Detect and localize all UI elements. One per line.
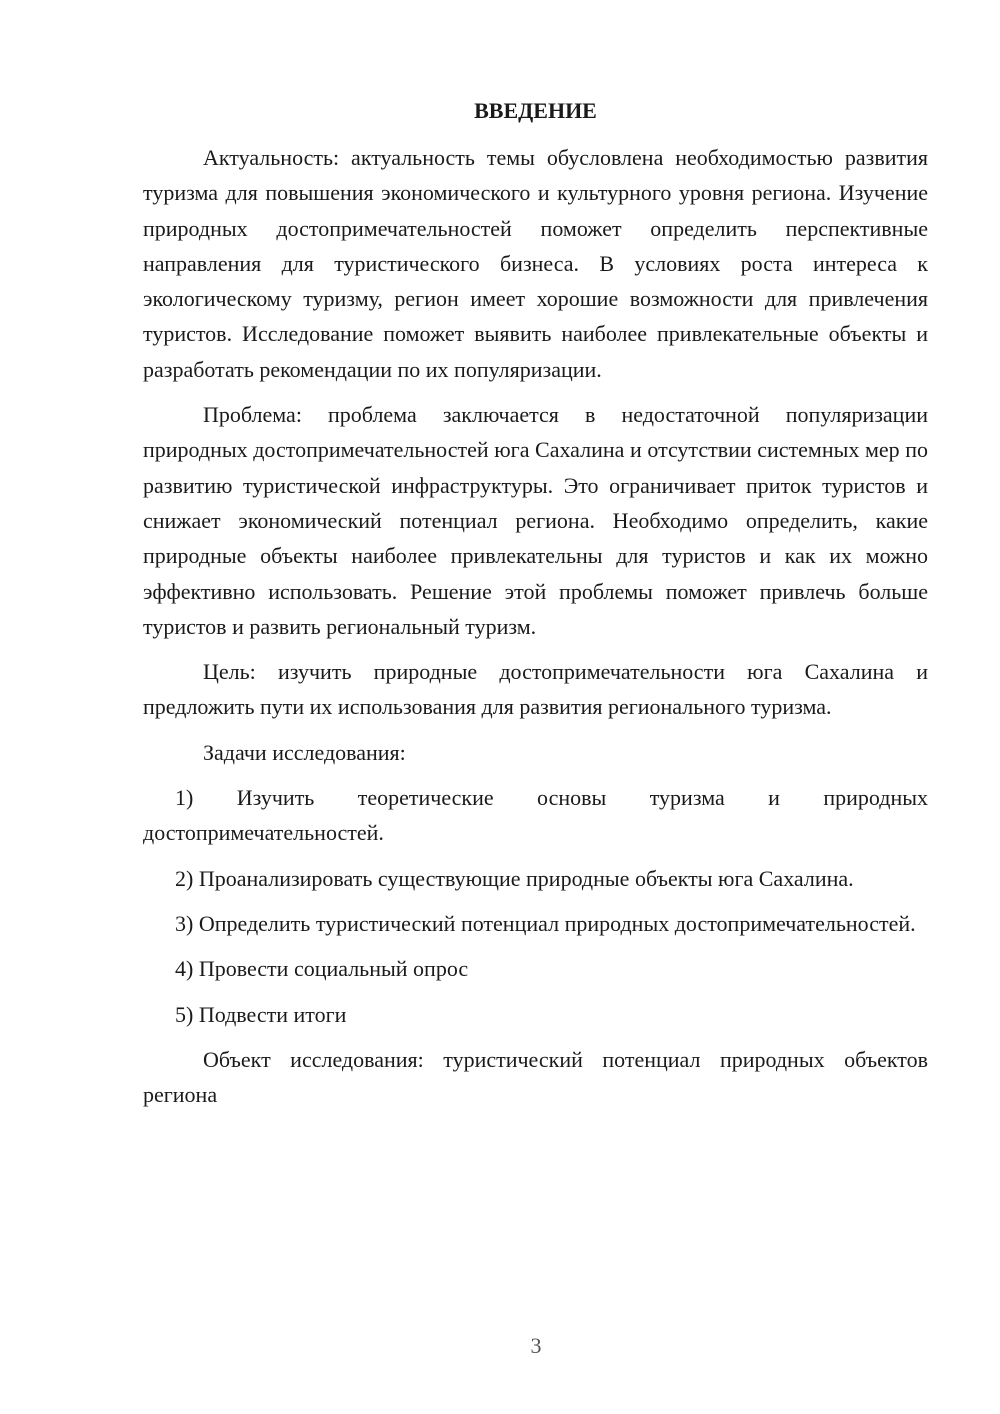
document-page (143, 95, 928, 1122)
page-number: 3 (530, 1333, 542, 1358)
task-item-1: 1) Изучить теоретические основы туризма и природных достопримечательностей. (143, 785, 928, 846)
page-title: ВВЕДЕНИЕ (474, 98, 597, 123)
task-item-4: 4) Провести социальный опрос (175, 956, 469, 982)
paragraph-problem: Проблема: проблема заключается в недостаточной популяризации природных достопримечательностей юга Сахалина и отсутствии системных мер по развитию туристической инфраструктуры. Это ограничивает приток туристов и снижает экономический потенциал региона. Необходимо определить, какие природные объекты наиболее привлекательны для туристов и как их можно эффективно использовать. Решение этой проблемы поможет привлечь больше туристов и развить региональный туризм. (143, 402, 928, 639)
paragraph-object: Объект исследования: туристический потенциал природных объектов региона (143, 1046, 928, 1108)
task-item-2: 2) Проанализировать существующие природные объекты юга Сахалина. (175, 865, 854, 891)
tasks-heading: Задачи исследования: (203, 739, 406, 765)
task-item-3: 3) Определить туристический потенциал природных достопримечательностей. (175, 910, 916, 936)
paragraph-goal: Цель: изучить природные достопримечательности юга Сахалина и предложить пути их использования для развития регионального туризма. (143, 659, 928, 720)
paragraph-relevance: Актуальность: актуальность темы обусловлена необходимостью развития туризма для повышения экономического и культурного уровня региона. Изучение природных достопримечательностей поможет определить перспективные направления для туристического бизнеса. В условиях роста интереса к экологическому туризму, регион имеет хорошие возможности для привлечения туристов. Исследование поможет выявить наиболее привлекательные объекты и разработать рекомендации по их популяризации. (143, 145, 928, 382)
task-item-5: 5) Подвести итоги (175, 1001, 347, 1027)
